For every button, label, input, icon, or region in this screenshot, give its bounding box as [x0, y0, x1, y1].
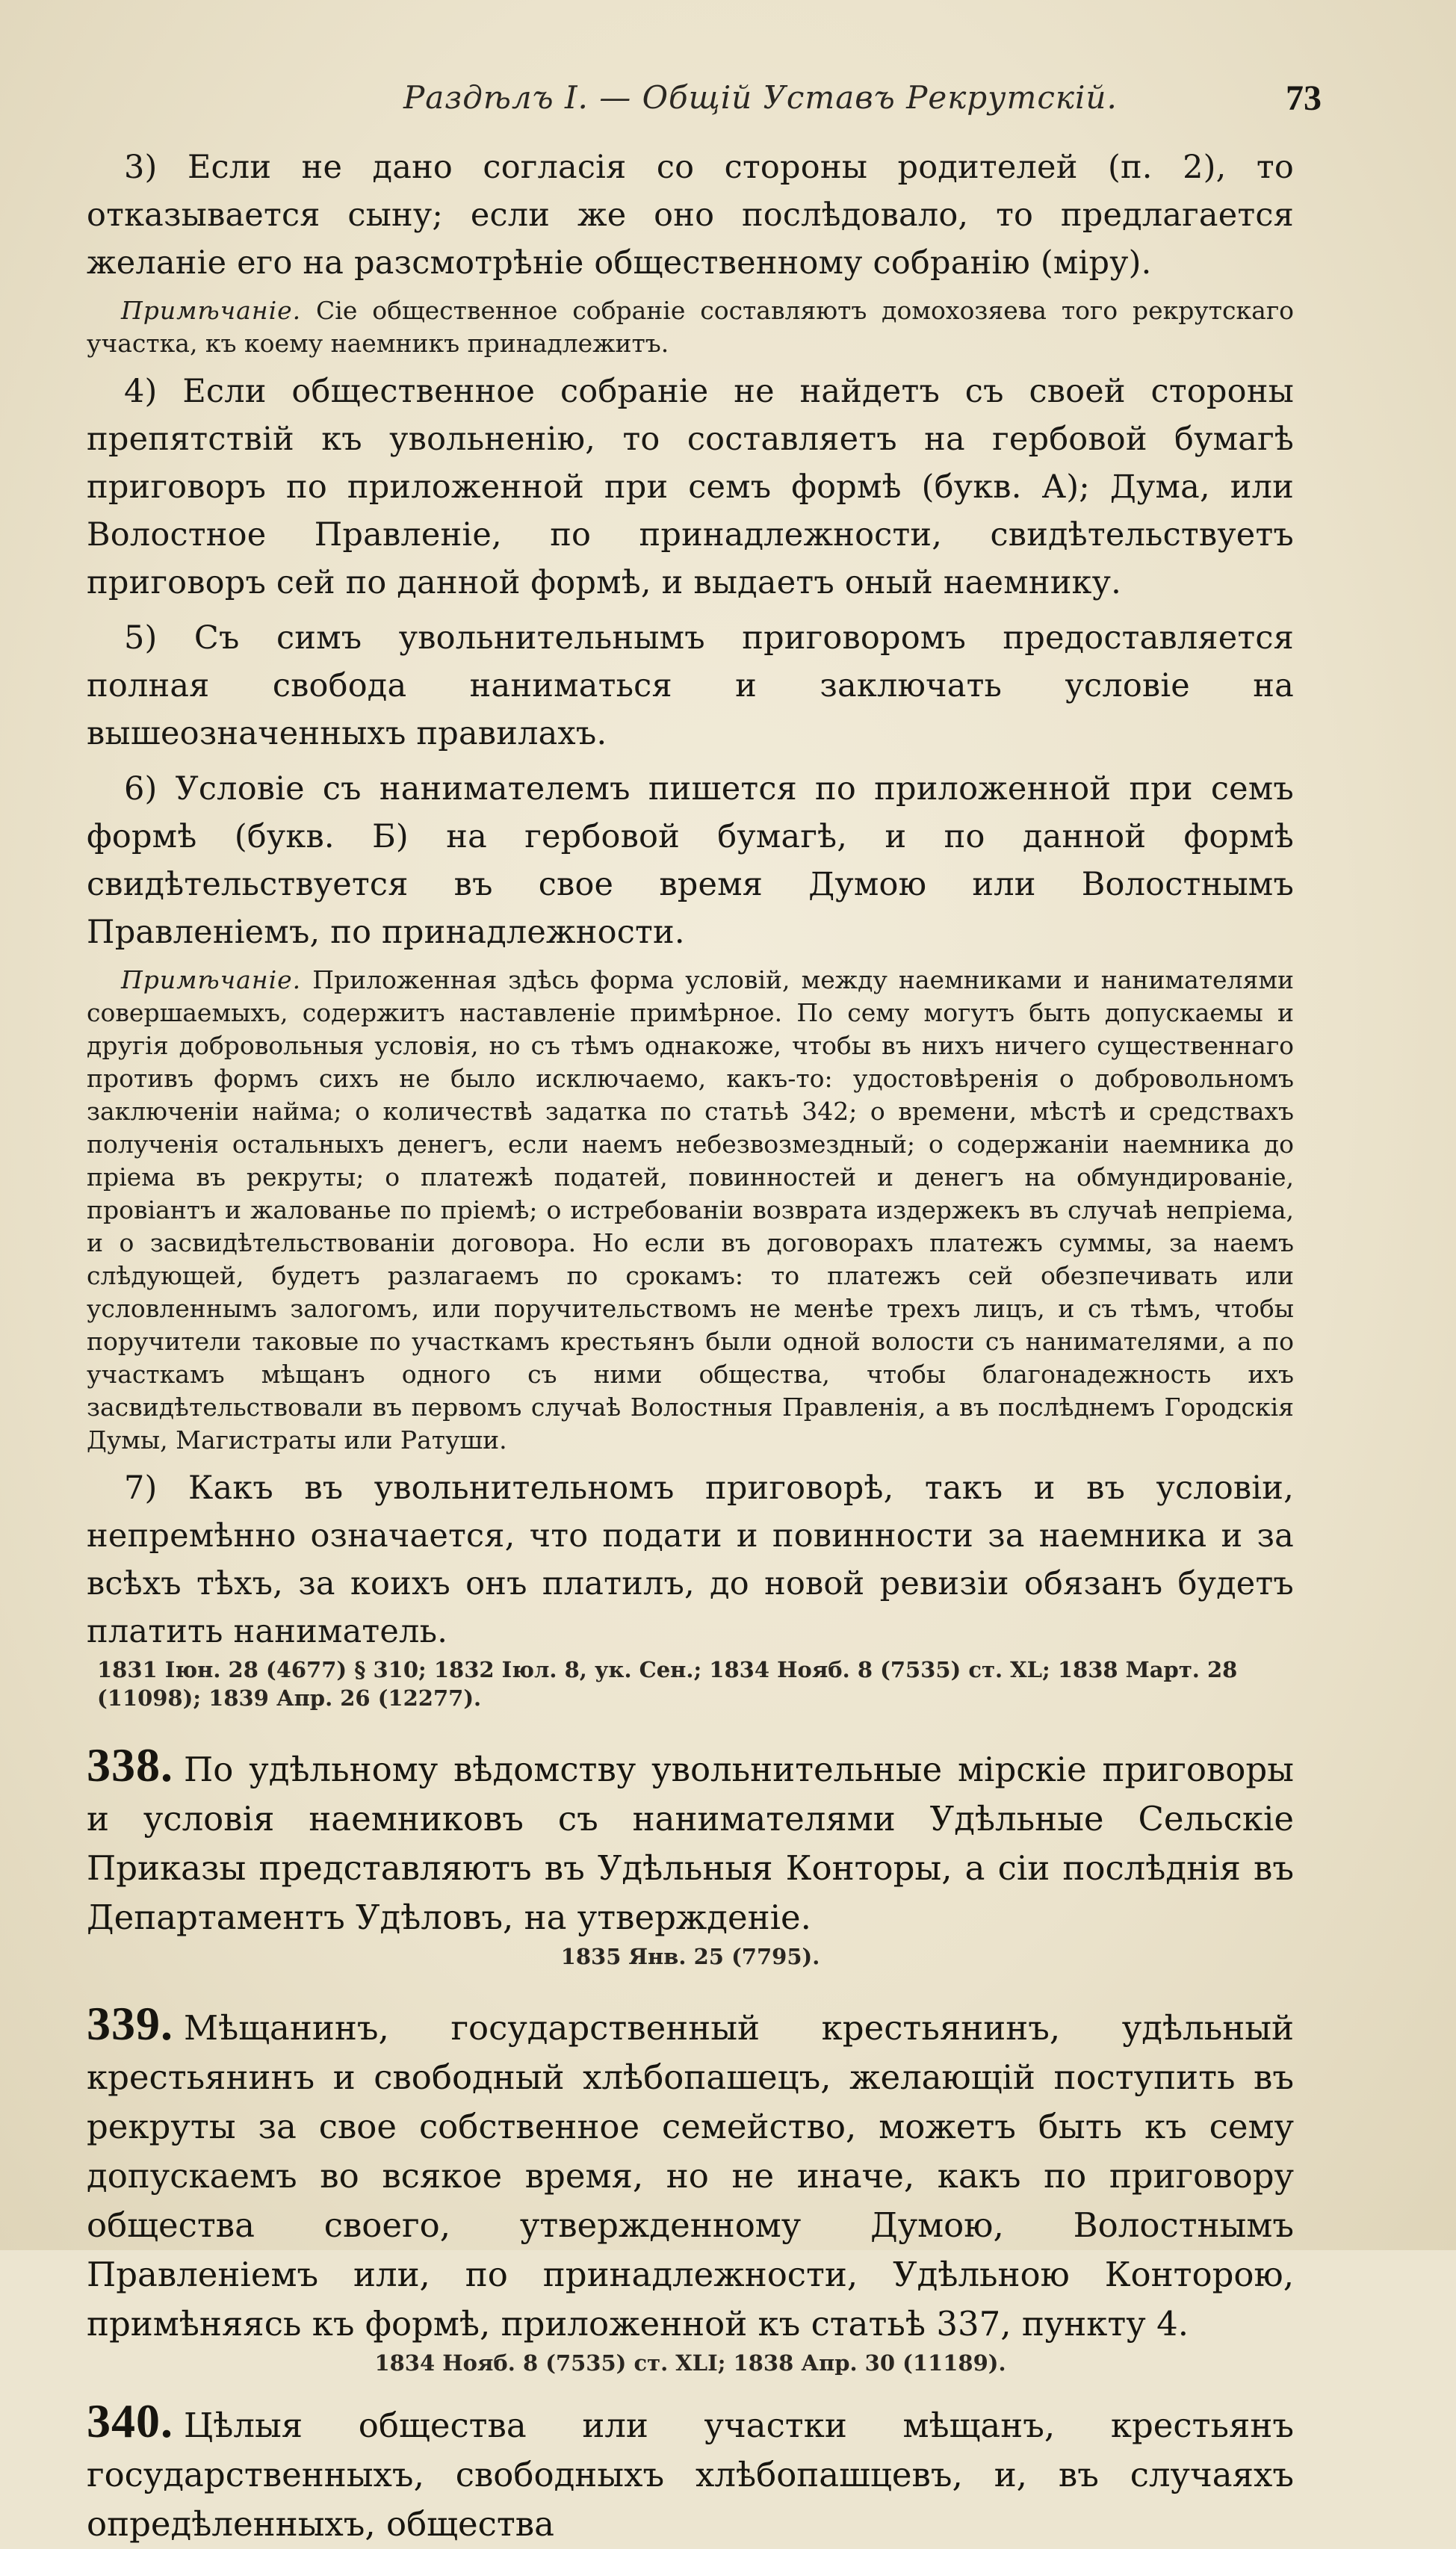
paragraph-item-4: 4) Если общественное собраніе не найдетъ съ своей стороны препятствій къ увольненію, то составляетъ на гербовой бумагѣ приговоръ по приложенной при семъ формѣ (букв. А); Дума, или Волостное Правленіе, по принадлежности, свидѣтельствуетъ приговоръ сей по данной формѣ, и выдаетъ оный наемнику. [87, 373, 1294, 601]
citation-337: 1831 Іюн. 28 (4677) § 310; 1832 Іюл. 8, ук. Сен.; 1834 Нояб. 8 (7535) ст. XL; 1838 Март. 28 (11098); 1839 Апр. 26 (12277). [97, 1657, 1238, 1711]
note-1 [87, 294, 1294, 360]
running-title: Раздѣлъ I. — Общій Уставъ Рекрутскій. [403, 79, 1118, 116]
article-338 [87, 1738, 1294, 1942]
citation-339: 1834 Нояб. 8 (7535) ст. XLI; 1838 Апр. 30 (11189). [374, 2350, 1006, 2376]
citation-338: 1835 Янв. 25 (7795). [560, 1944, 820, 1969]
paragraph-item-3: 3) Если не дано согласія со стороны родителей (п. 2), то отказывается сыну; если же оно послѣдовало, то предлагается желаніе его на разсмотрѣніе общественному собранію (міру). [87, 149, 1294, 282]
paragraph-item-7: 7) Какъ въ увольнительномъ приговорѣ, такъ и въ условіи, непремѣнно означается, что подати и повинности за наемника и за всѣхъ тѣхъ, за коихъ онъ платилъ, до новой ревизіи обязанъ будетъ платить наниматель. [87, 1469, 1294, 1650]
article-340-text: Цѣлыя общества или участки мѣщанъ, крестьянъ государственныхъ, свободныхъ хлѣбопашцевъ, и, въ случаяхъ опредѣленныхъ, общества [87, 2406, 1294, 2544]
article-339-text: Мѣщанинъ, государственный крестьянинъ, удѣльный крестьянинъ и свободный хлѣбопашецъ, желающій поступить въ рекруты за свое собственное семейство, можетъ быть къ сему допускаемъ во всякое время, но не иначе, какъ по приговору общества своего, утвержденному Думою, Волостнымъ Правленіемъ или, по принадлежности, Удѣльною Конторою, примѣняясь къ формѣ, приложенной къ статьѣ 337, пункту 4. [87, 2008, 1294, 2344]
note-2 [87, 964, 1294, 1457]
article-338-number: 338. [87, 1738, 173, 1791]
note-2-text: Приложенная здѣсь форма условій, между наемниками и нанимателями совершаемыхъ, содержитъ наставленіе примѣрное. По сему могутъ быть допускаемы и другія добровольныя условія, но съ тѣмъ однакоже, чтобы въ нихъ ничего существеннаго противъ формъ сихъ не было исключаемо, какъ-то: удостовѣренія о добровольномъ заключеніи найма; о количествѣ задатка по статьѣ 342; о времени, мѣстѣ и средствахъ полученія остальныхъ денегъ, если наемъ небезвозмездный; о содержаніи наемника до пріема въ рекруты; о платежѣ податей, повинностей и денегъ на обмундированіе, провіантъ и жалованье по пріемѣ; о истребованіи возврата издержекъ въ случаѣ непріема, и о засвидѣтельствованіи договора. Но если въ договорахъ платежъ суммы, за наемъ слѣдующей, будетъ разлагаемъ по срокамъ: то платежъ сей обезпечивать или условленнымъ залогомъ, или поручительствомъ не менѣе трехъ лицъ, и съ тѣмъ, чтобы поручители таковые по участкамъ крестьянъ были одной волости съ нанимателями, а по участкамъ мѣщанъ одного съ ними общества, чтобы благонадежность ихъ засвидѣтельствовали въ первомъ случаѣ Волостныя Правленія, а въ послѣднемъ Городскія Думы, Магистраты или Ратуши. [87, 965, 1294, 1455]
article-340 [87, 2394, 1294, 2549]
running-header [0, 72, 1456, 124]
paragraph-item-6: 6) Условіе съ нанимателемъ пишется по приложенной при семъ формѣ (букв. Б) на гербовой бумагѣ, и по данной формѣ свидѣтельствуется въ свое время Думою или Волостнымъ Правленіемъ, по принадлежности. [87, 770, 1294, 951]
page-number: 73 [1286, 78, 1322, 118]
article-338-text: По удѣльному вѣдомству увольнительные мірскіе приговоры и условія наемниковъ съ нанимателями Удѣльные Сельскіе Приказы представляютъ въ Удѣльныя Конторы, а сіи послѣднія въ Департаментъ Удѣловъ, на утвержденіе. [87, 1750, 1294, 1937]
paragraph-item-5: 5) Съ симъ увольнительнымъ приговоромъ предоставляется полная свобода наниматься и заключать условіе на вышеозначенныхъ правилахъ. [87, 619, 1294, 752]
note-1-text: Сіе общественное собраніе составляютъ домохозяева того рекрутскаго участка, къ коему наемникъ принадлежитъ. [87, 296, 1294, 358]
note-1-label: Примѣчаніе. [121, 296, 302, 325]
article-340-number: 340. [87, 2394, 173, 2447]
text-column [87, 143, 1294, 2544]
note-2-label: Примѣчаніе. [121, 965, 302, 994]
article-339 [87, 1999, 1294, 2349]
article-339-number: 339. [87, 1997, 173, 2050]
